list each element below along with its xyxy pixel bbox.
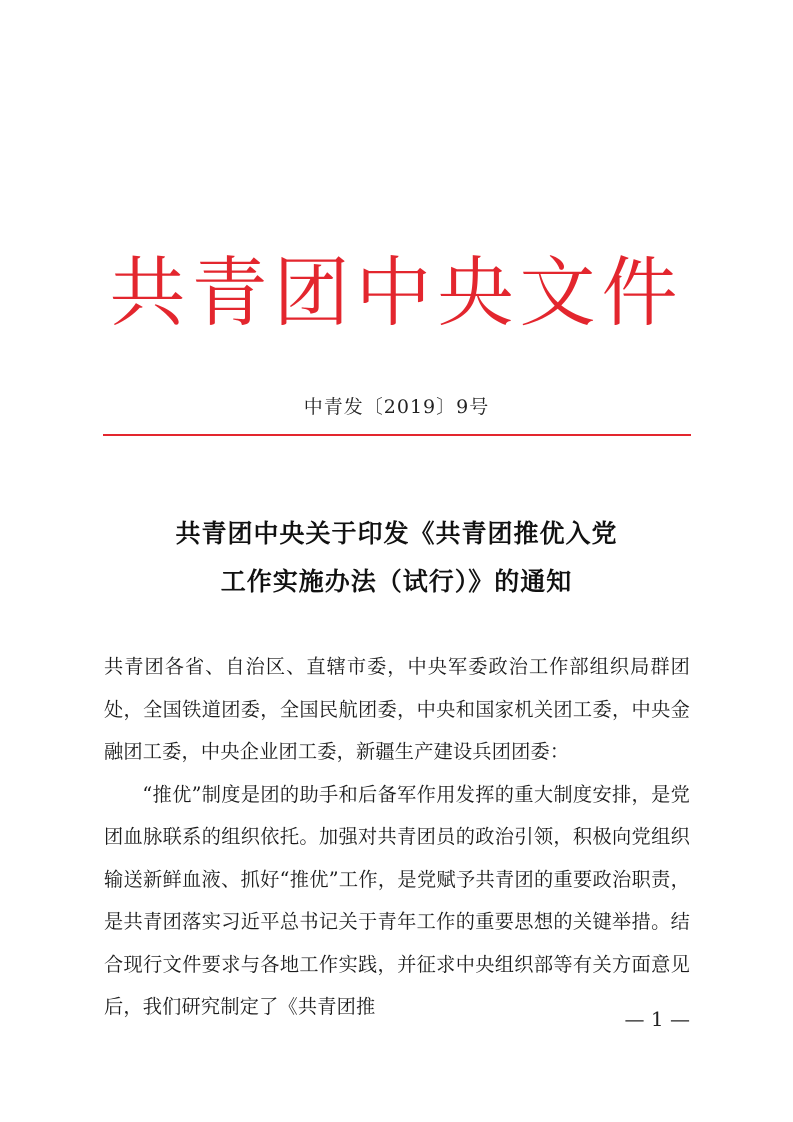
page-number: — 1 — — [624, 1007, 690, 1031]
addressee-paragraph: 共青团各省、自治区、直辖市委，中央军委政治工作部组织局群团处，全国铁道团委，全国民航团委，中央和国家机关团工委，中央金融团工委，中央企业团工委，新疆生产建设兵团团委： — [104, 655, 690, 763]
document-masthead: 共青团中央文件 — [109, 248, 684, 337]
document-title — [100, 510, 693, 606]
document-number: 中青发〔2019〕9号 — [303, 396, 490, 418]
body-paragraph-1: “推优”制度是团的助手和后备军作用发挥的重大制度安排，是党团血脉联系的组织依托。加强对共青团员的政治引领，积极向党组织输送新鲜血液、抓好“推优”工作，是党赋予共青团的重要政治职责，是共青团落实习近平总书记关于青年工作的重要思想的关键举措。结合现行文件要求与各地工作实践，并征求中央组织部等有关方面意见后，我们研究制定了《共青团推 — [104, 782, 690, 1018]
title-line-2: 工作实施办法（试行）》的通知 — [220, 567, 573, 596]
title-line-1: 共青团中央关于印发《共青团推优入党 — [175, 519, 618, 548]
document-body — [104, 646, 690, 1029]
red-separator-line — [103, 434, 691, 436]
